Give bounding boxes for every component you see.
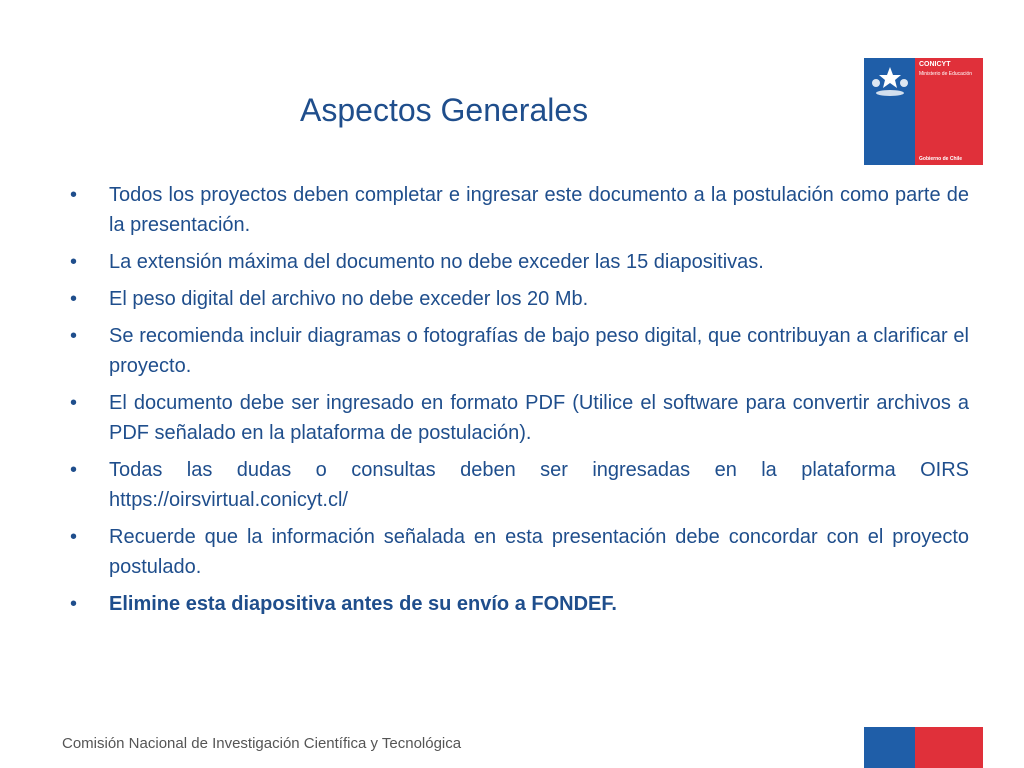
conicyt-logo bbox=[864, 58, 983, 165]
footer-flag-blue bbox=[864, 727, 915, 768]
bullet-symbol: • bbox=[70, 593, 78, 615]
slide-title: Aspectos Generales bbox=[300, 92, 589, 128]
bullet-item bbox=[70, 284, 969, 314]
footer-institution: Comisión Nacional de Investigación Científica y Tecnológica bbox=[62, 735, 462, 752]
logo-subtitle: Ministerio de Educación bbox=[919, 71, 973, 77]
chile-coat-of-arms-icon bbox=[868, 62, 911, 100]
bullet-text: Elimine esta diapositiva antes de su envío a FONDEF. bbox=[109, 593, 617, 615]
logo-red-panel bbox=[915, 58, 983, 165]
bullet-symbol: • bbox=[70, 288, 78, 310]
bullet-item bbox=[70, 522, 969, 582]
bullet-symbol: • bbox=[70, 184, 78, 206]
bullet-item-emphasis bbox=[70, 589, 969, 619]
bullet-text: Recuerde que la información señalada en esta presentación debe concordar con el proyecto postulado. bbox=[109, 526, 969, 578]
bullet-item bbox=[70, 247, 969, 277]
bullet-item bbox=[70, 388, 969, 448]
logo-blue-panel bbox=[864, 58, 915, 165]
bullet-text: El peso digital del archivo no debe exceder los 20 Mb. bbox=[109, 288, 589, 310]
bullet-list bbox=[70, 180, 969, 626]
bullet-text: El documento debe ser ingresado en formato PDF (Utilice el software para convertir archivos a PDF señalado en la plataforma de postulación). bbox=[109, 392, 969, 444]
logo-government: Gobierno de Chile bbox=[919, 156, 963, 162]
logo-name: CONICYT bbox=[919, 61, 951, 68]
bullet-symbol: • bbox=[70, 325, 78, 347]
bullet-symbol: • bbox=[70, 251, 78, 273]
bullet-text: Todos los proyectos deben completar e ingresar este documento a la postulación como parte de la presentación. bbox=[109, 184, 969, 236]
bullet-item bbox=[70, 180, 969, 240]
bullet-text: Se recomienda incluir diagramas o fotografías de bajo peso digital, que contribuyan a clarificar el proyecto. bbox=[109, 325, 969, 377]
bullet-item bbox=[70, 321, 969, 381]
footer-flag-bar bbox=[864, 727, 983, 768]
footer-flag-red bbox=[915, 727, 983, 768]
bullet-item bbox=[70, 455, 969, 515]
bullet-text: La extensión máxima del documento no debe exceder las 15 diapositivas. bbox=[109, 251, 764, 273]
bullet-text-with-link[interactable]: Todas las dudas o consultas deben ser ingresadas en la plataforma OIRS https://oirsvirtual.conicyt.cl/ bbox=[109, 459, 969, 511]
bullet-symbol: • bbox=[70, 459, 78, 481]
bullet-symbol: • bbox=[70, 392, 78, 414]
bullet-symbol: • bbox=[70, 526, 78, 548]
